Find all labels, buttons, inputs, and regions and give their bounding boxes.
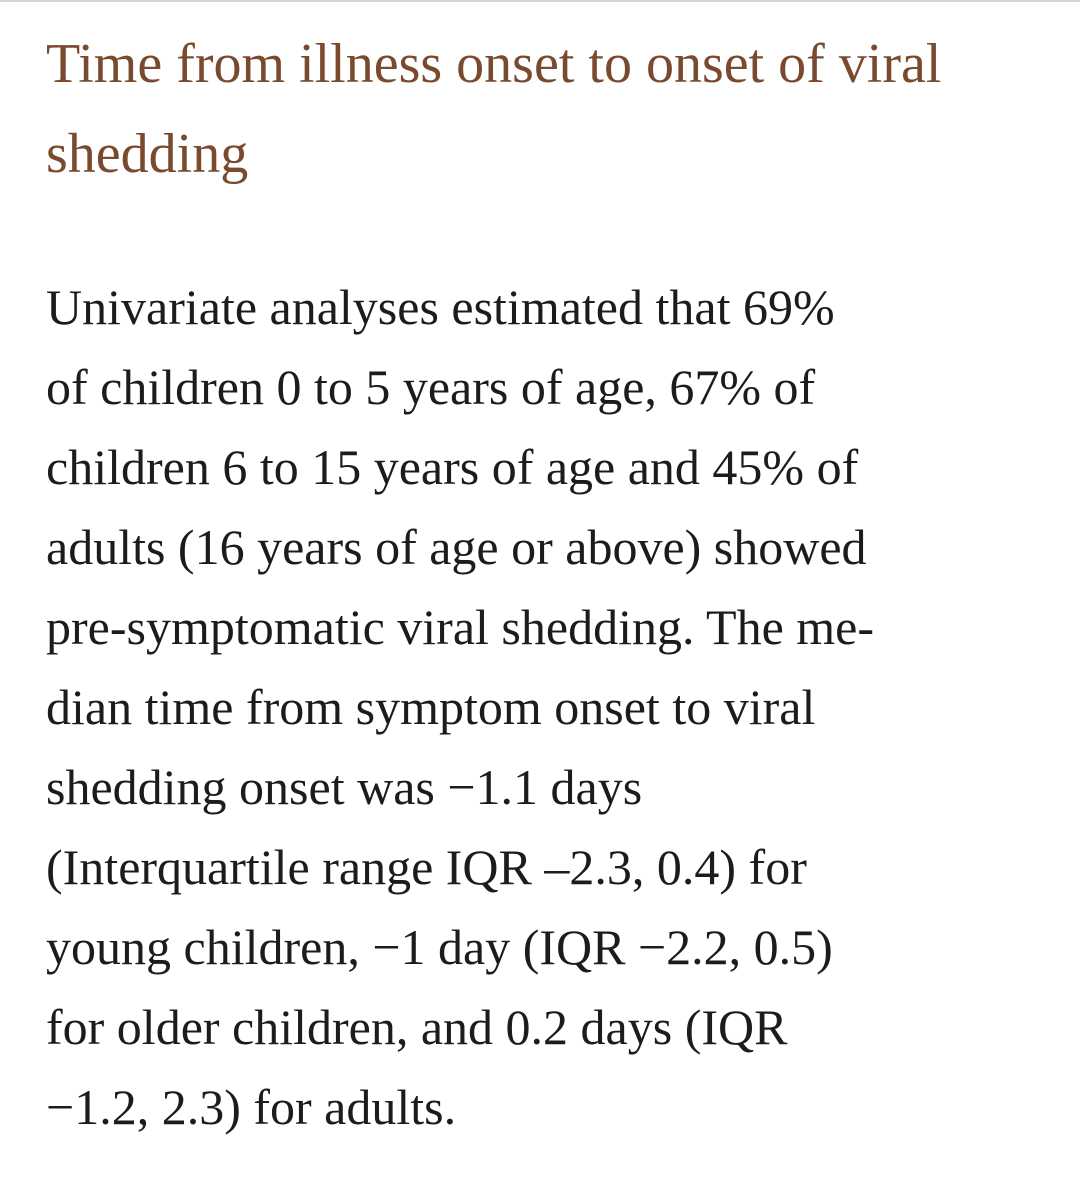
paragraph-line: young children, −1 day (IQR −2.2, 0.5) <box>46 919 833 975</box>
body-paragraph <box>46 267 1036 1147</box>
heading-line: shedding <box>46 123 249 185</box>
paragraph-line: shedding onset was −1.1 days <box>46 759 643 815</box>
paragraph-line: (Interquartile range IQR –2.3, 0.4) for <box>46 839 807 895</box>
paragraph-line: of children 0 to 5 years of age, 67% of <box>46 359 816 415</box>
paragraph-line: dian time from symptom onset to viral <box>46 679 816 735</box>
paragraph-line: children 6 to 15 years of age and 45% of <box>46 439 859 495</box>
top-divider <box>0 0 1080 2</box>
paragraph-line: −1.2, 2.3) for adults. <box>46 1079 457 1135</box>
section-heading <box>46 19 1046 199</box>
heading-line: Time from illness onset to onset of viral <box>46 33 942 95</box>
paragraph-line: for older children, and 0.2 days (IQR <box>46 999 788 1055</box>
paragraph-line: pre-symptomatic viral shedding. The me- <box>46 599 875 655</box>
paragraph-line: adults (16 years of age or above) showed <box>46 519 867 575</box>
paragraph-line: Univariate analyses estimated that 69% <box>46 279 835 335</box>
